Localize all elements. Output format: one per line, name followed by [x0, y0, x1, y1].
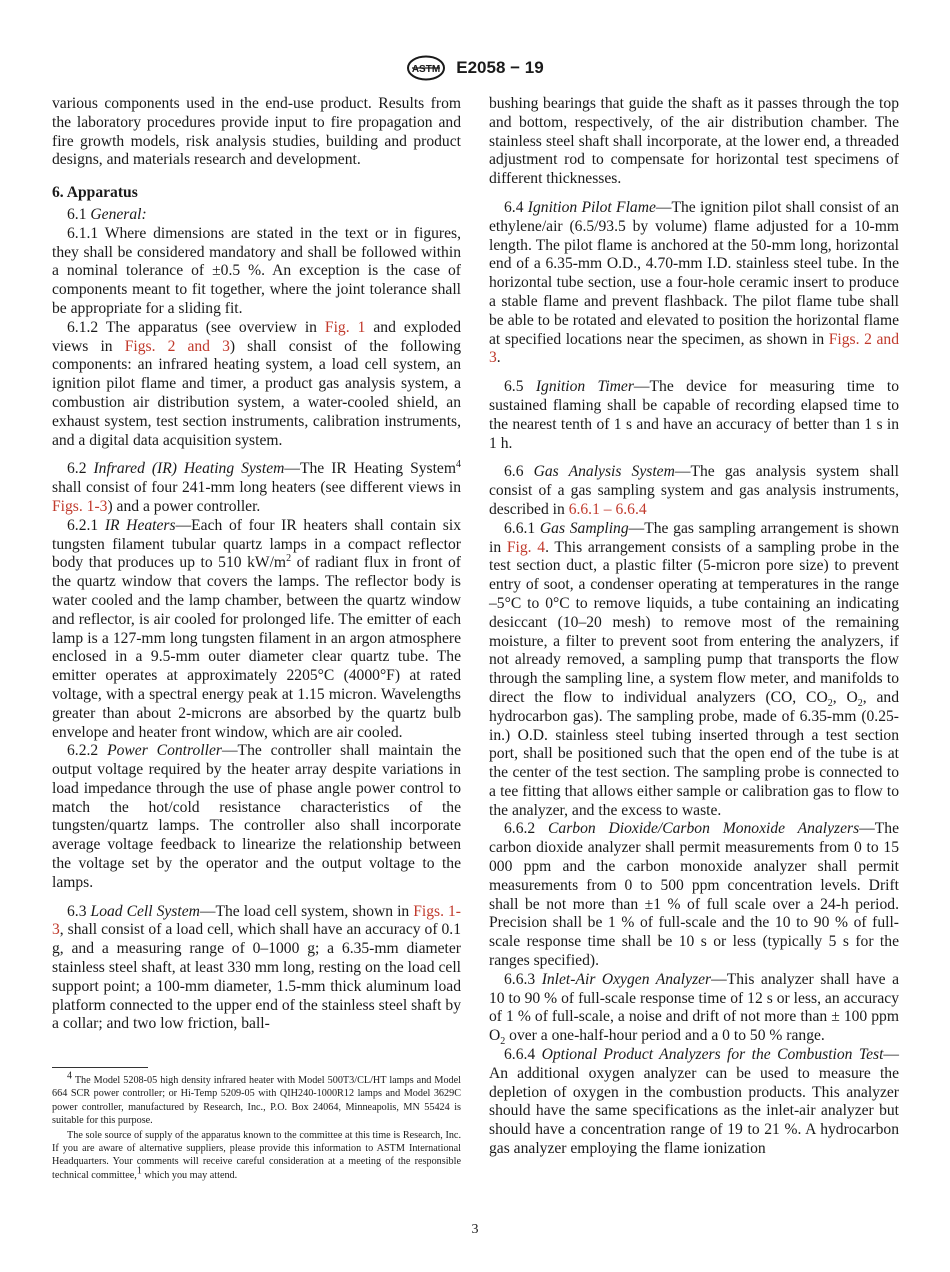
page-number: 3 — [471, 1222, 479, 1237]
paragraph-6-1: 6.1 General: — [67, 205, 147, 223]
left-column — [52, 95, 461, 1182]
right-column — [489, 95, 899, 1159]
paragraph-6-6-2: 6.6.2 Carbon Dioxide/Carbon Monoxide Analyzers—The carbon dioxide analyzer shall permit measurements from 0 to 15 000 ppm and the carbon monoxide analyzer shall permit measurements from 0 to 500 ppm concentration levels. Drift shall be not more than ±1 % of full scale over a 24-h period. Precision shall be 1 % of full-scale and the 10 to 90 % of full-scale response time shall be 10 s or less (typically 5 s for the ranges specified). — [489, 820, 899, 970]
paragraph-6-6-3: 6.6.3 Inlet-Air Oxygen Analyzer—This analyzer shall have a 10 to 90 % of full-scale response time of 12 s or less, an accuracy of 1 % of full-scale, a noise and drift of not more than ± 100 ppm $O_2$ over a one-half-hour period and a 0 to 50 % range. — [489, 970, 899, 1048]
paragraph-6-5: 6.5 Ignition Timer—The device for measuring time to sustained flaming shall be capable of recording elapsed time to the nearest tenth of 1 s and have an accuracy of better than 1 s in 1 h. — [489, 378, 900, 452]
paragraph-6-1-1: 6.1.1 Where dimensions are stated in the text or in figures, they shall be considered mandatory and shall be followed within a nominal tolerance of ±0.5 %. An exception is the case of components meant to fit together, where the joint tolerance shall be appropriate for a sliding fit. — [52, 224, 461, 317]
paragraph-intro-continued: various components used in the end-use product. Results from the laboratory procedures provide input to fire propagation and fire growth models, risk analysis studies, building and product designs, and materials research and development. — [52, 95, 461, 169]
paragraph-6-6: 6.6 Gas Analysis System—The gas analysis system shall consist of a gas sampling system and gas analysis instruments, described in 6.6.1 – 6.6.4 — [489, 463, 899, 518]
figs-1-3-link-2[interactable]: Figs. 1-3 — [52, 902, 461, 939]
section-6-6-1-6-6-4-link[interactable]: 6.6.1 – 6.6.4 — [568, 500, 647, 518]
paragraph-6-2-2: 6.2.2 Power Controller—The controller shall maintain the output voltage required by the heater array despite variations in load impedance through the use of phase angle power control to match the hot/cold resistance characteristics of the tungsten/quartz lamps. The controller also shall incorporate average voltage feedback to linearize the relationship between the voltage set by the operator and the output voltage to the lamps. — [52, 742, 461, 891]
paragraph-6-2-1: 6.2.1 IR Heaters—Each of four IR heaters shall contain six tungsten filament tubular quartz lamps in a compact reflector body that produces up to 510 $kW/m^2$ of radiant flux in front of the quartz window that covers the lamps. The reflector body is water cooled and the lamp chamber, between the quartz window and reflector, is air cooled for prolonged life. The emitter of each lamp is a 127-mm long tungsten filament in an argon atmosphere enclosed in a 9.5-mm outer diameter clear quartz tube. The emitter operates at approximately 2205°C (4000°F) at rated voltage, with a spectral energy peak at 1.15 micron. Wavelengths greater than about 2-microns are absorbed by the quartz bulb envelope and heater front window, which are air cooled. — [52, 516, 462, 741]
paragraph-6-1-2: 6.1.2 The apparatus (see overview in Fig. 1 and exploded views in Figs. 2 and 3) shall consist of the following components: an infrared heating system, a load cell system, an ignition pilot flame and timer, a product gas analysis system, a combustion air distribution system, a water-cooled shield, an exhaust system, test section instruments, calibration instruments, and a digital data acquisition system. — [52, 318, 461, 449]
section-heading-apparatus: 6. Apparatus — [52, 184, 138, 202]
paragraph-6-2: 6.2 Infrared (IR) Heating System—The IR Heating System$^4$ shall consist of four 241-mm long heaters (see different views in Figs. 1-3) and a power controller. — [52, 459, 461, 515]
figs-2-3-link-2[interactable]: Figs. 2 and 3 — [489, 330, 899, 367]
figs-1-3-link[interactable]: Figs. 1-3 — [52, 497, 108, 515]
page-header — [0, 55, 950, 83]
footnote-4: $^4$ The Model 5208-05 high density infrared heater with Model 500T3/CL/HT lamps and Model 664 SCR power controller; or Hi-Temp 5209-05 with QIH240-1000R12 lamps and Model 3629C power controller, manufactured by Research, Inc., P.O. Box 24064, Minneapolis, MN 55424 is suitable for this purpose. — [52, 1070, 461, 1126]
footnote-divider — [52, 1067, 148, 1068]
astm-logo-icon — [406, 55, 446, 81]
paragraph-6-4: 6.4 Ignition Pilot Flame—The ignition pilot shall consist of an ethylene/air (6.5/93.5 by volume) flame adjusted for a 10-mm length. The pilot flame is anchored at the 50-mm long, horizontal end of a 6.35-mm O.D., 4.70-mm I.D. stainless steel tube. In the horizontal tube section, use a four-hole ceramic insert to produce a stable flame and prevent flashback. The pilot flame tube shall be able to be rotated and elevated to position the horizontal flame at specified locations near the specimen, as shown in Figs. 2 and 3. — [489, 198, 899, 367]
fig-1-link[interactable]: Fig. 1 — [324, 318, 366, 336]
paragraph-6-6-4: 6.6.4 Optional Product Analyzers for the Combustion Test—An additional oxygen analyzer can be used to measure the depletion of oxygen in the combustion products. This analyzer should have the same specifications as the inlet-air analyzer but should have a concentration range of 19 to 21 %. A hydrocarbon gas analyzer employing the flame ionization — [489, 1046, 899, 1158]
paragraph-6-3-continued: bushing bearings that guide the shaft as it passes through the top and bottom, respectively, of the air distribution chamber. The stainless steel shaft shall incorporate, at the lower end, a threaded adjustment rod to compensate for horizontal test specimens of different thicknesses. — [489, 95, 899, 188]
paragraph-6-6-1: 6.6.1 Gas Sampling—The gas sampling arrangement is shown in Fig. 4. This arrangement consists of a sampling probe in the test section duct, a plastic filter (5-micron pore size) to prevent entry of soot, a condenser operating at temperatures in the range –5°C to 0°C to remove liquids, a tube containing an indicating desiccant (10–20 mesh) to remove most of the remaining moisture, a filter to prevent soot from entering the analyzers, if not already removed, a sampling pump that transports the flow through the sampling line, a system flow meter, and manifolds to direct the flow to individual analyzers (CO, $CO_2$, $O_2$, and hydrocarbon gas). The sampling probe, made of 6.35-mm (0.25-in.) O.D. stainless steel tubing inserted through a test section port, shall be positioned such that the open end of the tube is at the center of the test section. The sampling probe is connected to a tee fitting that allows either sample or calibration gas to flow to the analyzer, and the excess to waste. — [489, 519, 900, 819]
figs-2-3-link[interactable]: Figs. 2 and 3 — [124, 337, 230, 355]
footnote-4-continued: The sole source of supply of the apparatus known to the committee at this time is Research, Inc. If you are aware of alternative suppliers, please provide this information to ASTM International Headquarters. Your comments will receive careful consideration at a meeting of the responsible technical committee,$^1$ which you may attend. — [52, 1130, 461, 1181]
paragraph-6-3: 6.3 Load Cell System—The load cell system, shown in Figs. 1-3, shall consist of a load cell, which shall have an accuracy of 0.1 g, and a measuring range of 0–1000 g; a 6.35-mm diameter stainless steel shaft, at least 330 mm long, resting on the load cell support point; a 100-mm diameter, 1.5-mm thick aluminum load platform connected to the upper end of the stainless steel shaft by a collar; and two low friction, ball- — [52, 902, 461, 1033]
fig-4-link[interactable]: Fig. 4 — [506, 538, 546, 556]
document-id: E2058 − 19 — [456, 58, 544, 77]
svg-text:ASTM: ASTM — [412, 64, 441, 75]
